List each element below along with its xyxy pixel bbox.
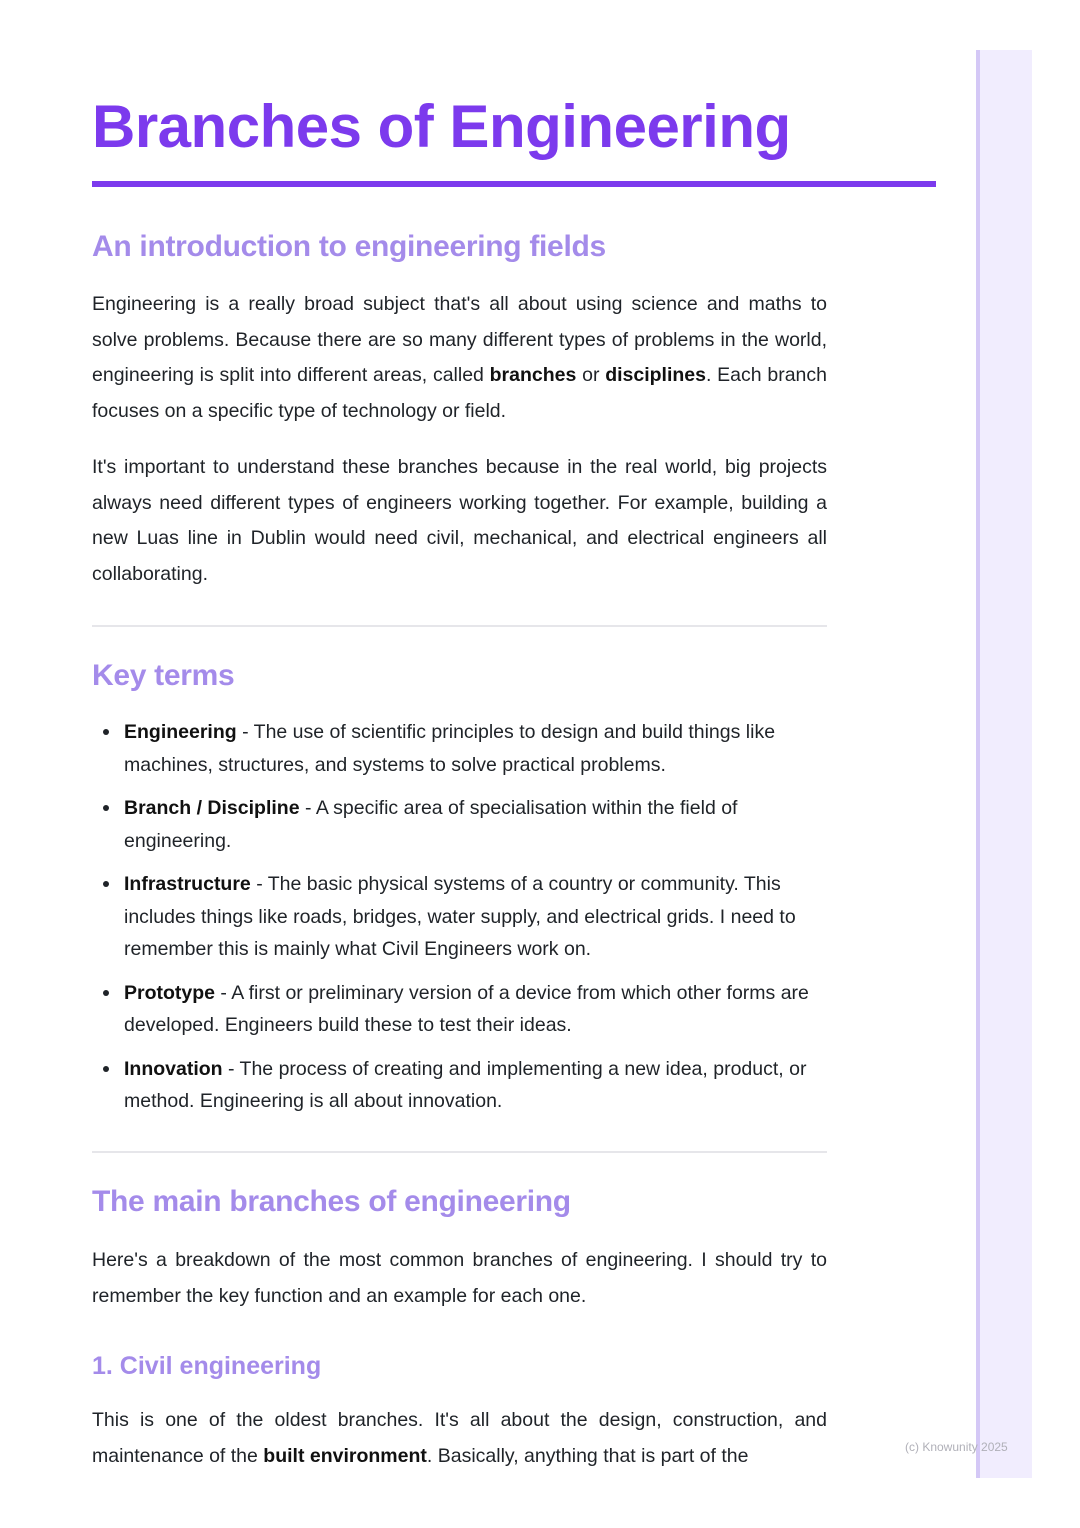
- list-item: [124, 1053, 829, 1118]
- key-terms-list: [92, 716, 829, 1129]
- text: This is one of the oldest branches. It's all about the design, construction, and maintenance of the: [92, 1409, 827, 1467]
- sidebar-decoration: [976, 50, 1032, 1478]
- definition: - A specific area of specialisation within the field of engineering.: [124, 797, 738, 852]
- definition: - The process of creating and implementing a new idea, product, or method. Engineering is all about innovation.: [124, 1057, 807, 1112]
- term: Engineering: [124, 721, 237, 743]
- civil-engineering-heading: 1. Civil engineering: [92, 1352, 322, 1380]
- text: or: [576, 364, 606, 386]
- bold-term-branches: branches: [489, 364, 577, 386]
- bold-term-built-environment: built environment: [263, 1444, 427, 1467]
- section-divider: [92, 625, 827, 627]
- definition: - The basic physical systems of a country or community. This includes things like roads, bridges, water supply, and electrical grids. I need to remember this is mainly what Civil Engineers work on.: [124, 873, 796, 960]
- text: Engineering is a really broad subject that's all about using science and maths to solve problems. Because there are so many different types of problems in the world, engineering is split into different areas, called: [92, 293, 827, 386]
- list-item: [124, 716, 829, 781]
- list-item: [124, 868, 829, 966]
- intro-paragraph-1: [92, 287, 827, 429]
- intro-paragraph-2: It's important to understand these branches because in the real world, big projects always need different types of engineers working together. For example, building a new Luas line in Dublin would need civil, mechanical, and electrical engineers all collaborating.: [92, 456, 827, 585]
- title-underline: [92, 181, 936, 187]
- main-branches-heading: The main branches of engineering: [92, 1185, 571, 1218]
- bold-term-disciplines: disciplines: [605, 364, 706, 386]
- term: Prototype: [124, 981, 216, 1004]
- term: Innovation: [124, 1057, 223, 1080]
- text: . Basically, anything that is part of the: [426, 1444, 749, 1467]
- section-divider: [92, 1151, 827, 1153]
- civil-engineering-paragraph: [92, 1403, 827, 1474]
- main-branches-paragraph: Here's a breakdown of the most common branches of engineering. I should try to remember the key function and an example for each one.: [92, 1249, 827, 1307]
- text: . Each branch focuses on a specific type of technology or field.: [92, 364, 827, 422]
- page-title: Branches of Engineering: [92, 93, 791, 160]
- term: Branch / Discipline: [124, 797, 300, 819]
- term: Infrastructure: [124, 873, 251, 895]
- intro-heading: An introduction to engineering fields: [92, 230, 606, 263]
- list-item: [124, 792, 829, 857]
- definition: - The use of scientific principles to design and build things like machines, structures, and systems to solve practical problems.: [124, 721, 776, 776]
- definition: - A first or preliminary version of a device from which other forms are developed. Engineers build these to test their ideas.: [124, 981, 809, 1036]
- copyright-footer: (c) Knowunity 2025: [905, 1440, 1008, 1454]
- list-item: [124, 977, 829, 1042]
- key-terms-heading: Key terms: [92, 659, 235, 692]
